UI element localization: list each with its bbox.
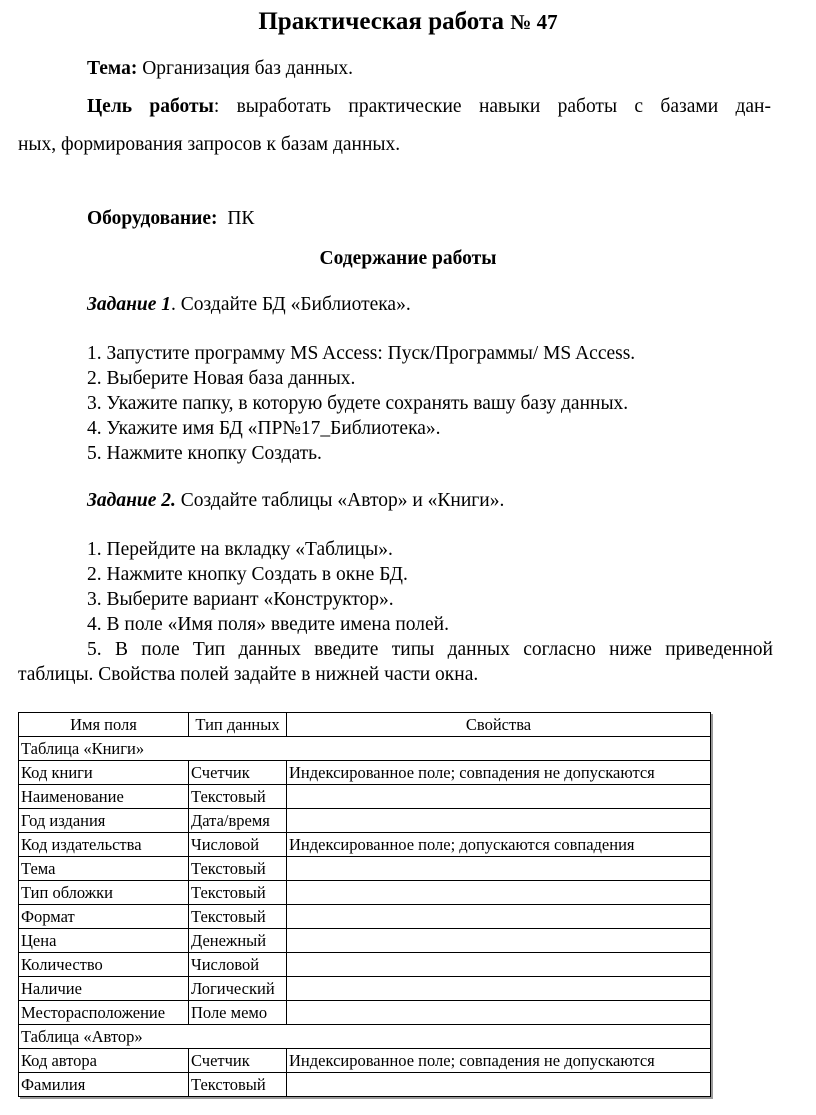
task2-step-5: 5. В поле Тип данных введите типы данных согласно ниже приведенной	[87, 639, 773, 660]
cell-type: Числовой	[189, 833, 287, 857]
goal-line-2: ных, формирования запросов к базам данных.	[18, 134, 401, 155]
cell-props	[287, 809, 711, 833]
table-header-row	[19, 713, 711, 737]
table-row	[19, 1001, 711, 1025]
cell-props	[287, 785, 711, 809]
task1-text: . Создайте БД «Библиотека».	[171, 294, 411, 315]
table-row	[19, 905, 711, 929]
task2-text: Создайте таблицы «Автор» и «Книги».	[175, 490, 505, 511]
section-caption-author: Таблица «Автор»	[19, 1025, 711, 1049]
equipment-line	[87, 208, 254, 230]
table-row	[19, 881, 711, 905]
cell-field: Фамилия	[19, 1073, 189, 1097]
table-row	[19, 953, 711, 977]
task1-step-3: 3. Укажите папку, в которую будете сохранять вашу базу данных.	[87, 393, 629, 414]
cell-props	[287, 977, 711, 1001]
title-number: № 47	[510, 10, 558, 34]
cell-type: Текстовый	[189, 905, 287, 929]
task2-label: Задание 2.	[87, 490, 176, 511]
cell-props	[287, 953, 711, 977]
cell-type: Текстовый	[189, 1073, 287, 1097]
cell-props	[287, 857, 711, 881]
table-section-caption	[19, 1025, 711, 1049]
header-properties: Свойства	[287, 713, 711, 737]
cell-field: Тип обложки	[19, 881, 189, 905]
cell-props	[287, 1001, 711, 1025]
cell-type: Дата/время	[189, 809, 287, 833]
cell-field: Год издания	[19, 809, 189, 833]
task1-label: Задание 1	[87, 294, 172, 315]
cell-type: Счетчик	[189, 1049, 287, 1073]
cell-field: Цена	[19, 929, 189, 953]
topic-line	[87, 58, 353, 80]
cell-props: Индексированное поле; совпадения не допускаются	[287, 761, 711, 785]
table-row	[19, 833, 711, 857]
task2-heading	[87, 490, 504, 512]
cell-field: Код автора	[19, 1049, 189, 1073]
cell-field: Количество	[19, 953, 189, 977]
table-row	[19, 1049, 711, 1073]
section-caption-books: Таблица «Книги»	[19, 737, 711, 761]
cell-props	[287, 881, 711, 905]
table-row	[19, 929, 711, 953]
table-section-caption	[19, 737, 711, 761]
section-title: Содержание работы	[319, 248, 497, 269]
table-row	[19, 761, 711, 785]
cell-props	[287, 929, 711, 953]
goal-label: Цель работы	[87, 96, 214, 117]
header-field-name: Имя поля	[19, 713, 189, 737]
cell-field: Месторасположение	[19, 1001, 189, 1025]
cell-type: Текстовый	[189, 857, 287, 881]
topic-text: Организация баз данных.	[137, 58, 353, 79]
cell-field: Код книги	[19, 761, 189, 785]
goal-text-1: : выработать практические навыки работы с базами дан-	[213, 96, 771, 117]
task2-step-4: 4. В поле «Имя поля» введите имена полей.	[87, 614, 449, 635]
table-row	[19, 977, 711, 1001]
cell-props: Индексированное поле; допускаются совпадения	[287, 833, 711, 857]
cell-field: Тема	[19, 857, 189, 881]
table-row	[19, 1073, 711, 1097]
cell-field: Код издательства	[19, 833, 189, 857]
cell-type: Числовой	[189, 953, 287, 977]
cell-type: Поле мемо	[189, 1001, 287, 1025]
task2-step-3: 3. Выберите вариант «Конструктор».	[87, 589, 394, 610]
fields-table	[18, 712, 711, 1097]
header-data-type: Тип данных	[189, 713, 287, 737]
cell-field: Наименование	[19, 785, 189, 809]
equipment-text: ПК	[217, 208, 255, 229]
cell-type: Текстовый	[189, 881, 287, 905]
cell-props	[287, 1073, 711, 1097]
task1-step-2: 2. Выберите Новая база данных.	[87, 368, 356, 389]
cell-field: Наличие	[19, 977, 189, 1001]
cell-type: Счетчик	[189, 761, 287, 785]
task1-step-4: 4. Укажите имя БД «ПР№17_Библиотека».	[87, 418, 441, 439]
table-row	[19, 857, 711, 881]
equipment-label: Оборудование:	[87, 208, 218, 229]
title-text: Практическая работа	[258, 8, 505, 35]
task2-step-1: 1. Перейдите на вкладку «Таблицы».	[87, 539, 393, 560]
task1-step-5: 5. Нажмите кнопку Создать.	[87, 443, 322, 464]
task1-heading	[87, 294, 411, 316]
cell-props	[287, 905, 711, 929]
task2-step-5-cont: таблицы. Свойства полей задайте в нижней части окна.	[18, 664, 479, 685]
goal-line-1	[87, 96, 771, 118]
page-title	[0, 8, 816, 36]
cell-type: Текстовый	[189, 785, 287, 809]
cell-type: Логический	[189, 977, 287, 1001]
topic-label: Тема:	[87, 58, 138, 79]
task2-step-2: 2. Нажмите кнопку Создать в окне БД.	[87, 564, 408, 585]
cell-type: Денежный	[189, 929, 287, 953]
cell-props: Индексированное поле; совпадения не допускаются	[287, 1049, 711, 1073]
table-row	[19, 809, 711, 833]
task1-step-1: 1. Запустите программу MS Access: Пуск/Программы/ MS Access.	[87, 343, 636, 364]
table-row	[19, 785, 711, 809]
cell-field: Формат	[19, 905, 189, 929]
